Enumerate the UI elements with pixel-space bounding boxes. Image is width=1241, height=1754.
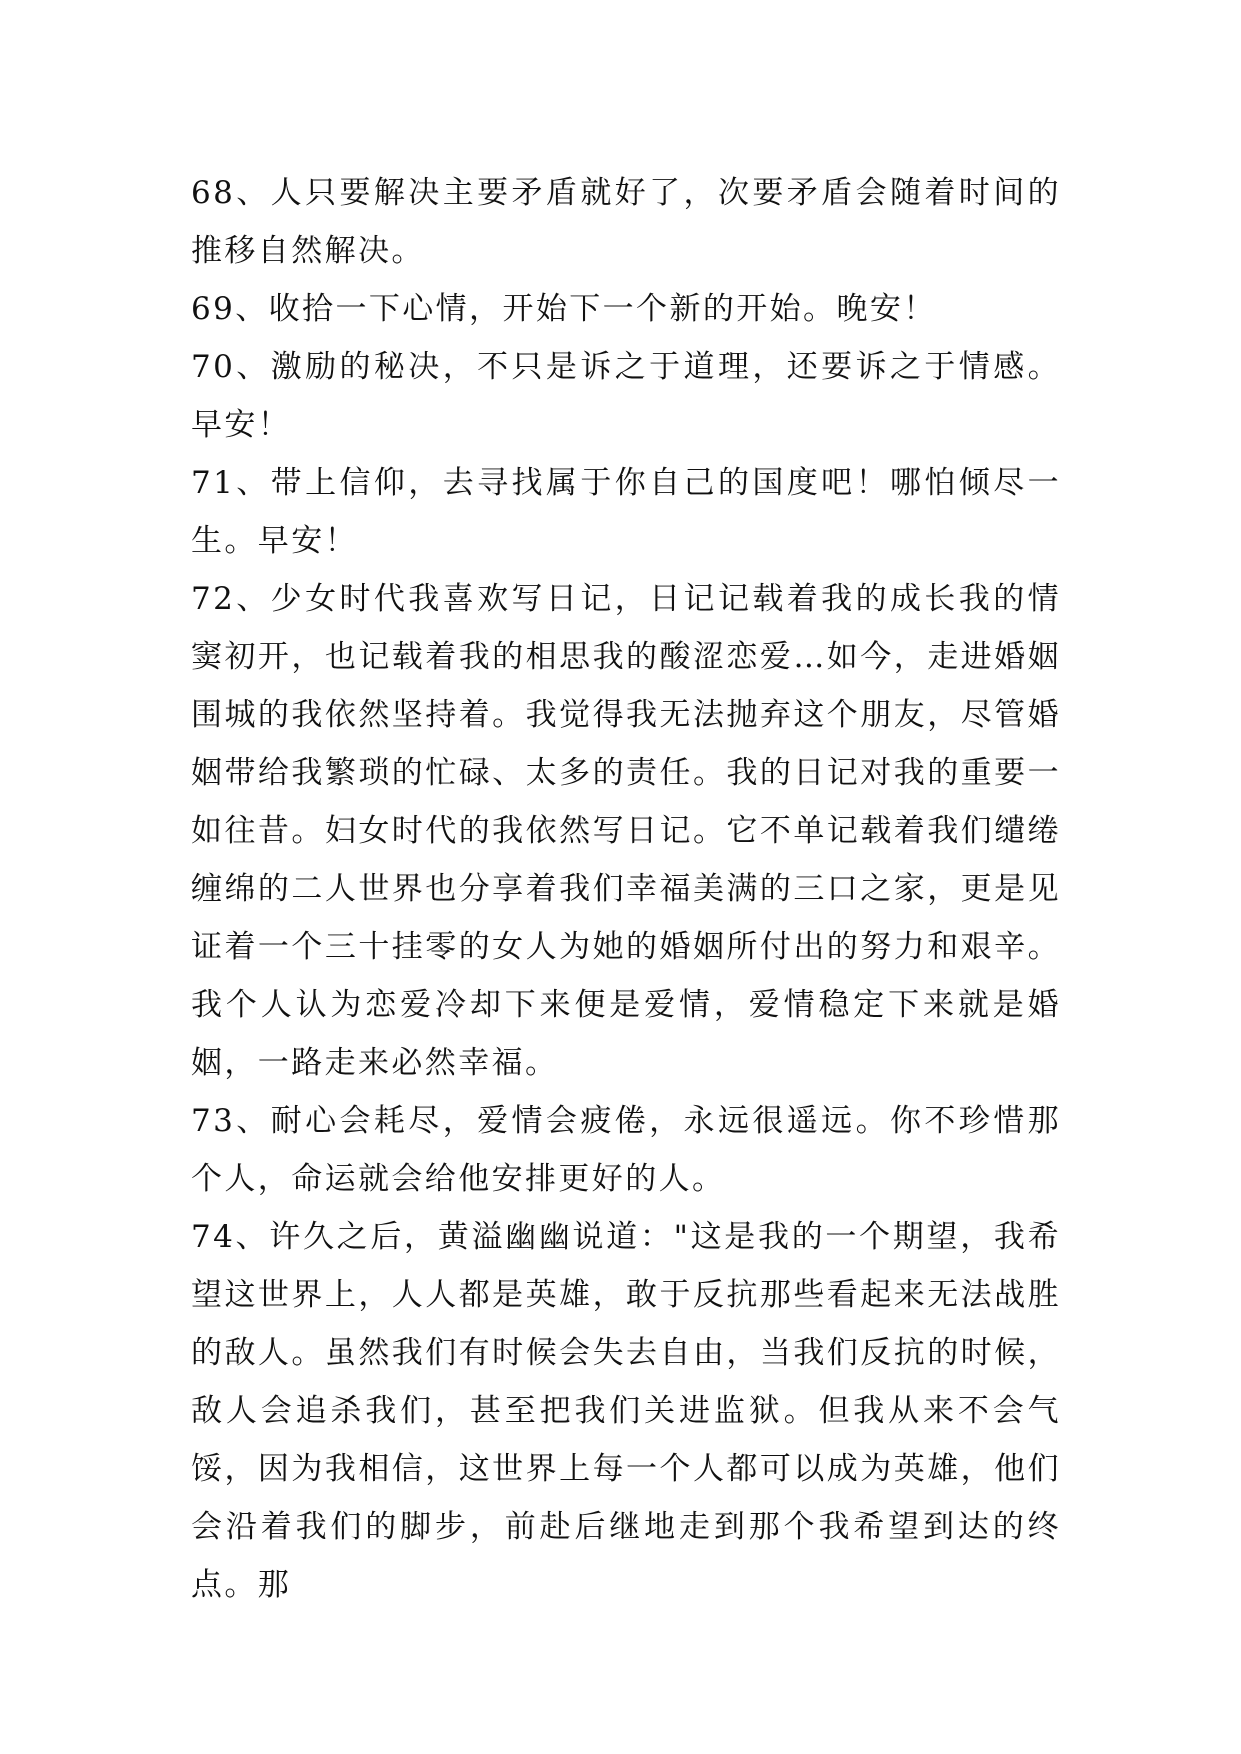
paragraph-70: 70、激励的秘决，不只是诉之于道理，还要诉之于情感。早安！ xyxy=(191,349,1061,443)
paragraph-72: 72、少女时代我喜欢写日记，日记记载着我的成长我的情窦初开，也记载着我的相思我的酸涩恋爱…如今，走进婚姻围城的我依然坚持着。我觉得我无法抛弃这个朋友，尽管婚姻带给我繁琐的忙碌、太多的责任。我的日记对我的重要一如往昔。妇女时代的我依然写日记。它不单记载着我们缱绻缠绵的二人世界也分享着我们幸福美满的三口之家，更是见证着一个三十挂零的女人为她的婚姻所付出的努力和艰辛。我个人认为恋爱冷却下来便是爱情，爱情稳定下来就是婚姻，一路走来必然幸福。 xyxy=(191,581,1061,1081)
paragraph-74: 74、许久之后，黄溢幽幽说道："这是我的一个期望，我希望这世界上，人人都是英雄，敢于反抗那些看起来无法战胜的敌人。虽然我们有时候会失去自由，当我们反抗的时候，敌人会追杀我们，甚至把我们关进监狱。但我从来不会气馁，因为我相信，这世界上每一个人都可以成为英雄，他们会沿着我们的脚步，前赴后继地走到那个我希望到达的终点。那 xyxy=(191,1219,1061,1603)
paragraph-69: 69、收拾一下心情，开始下一个新的开始。晚安！ xyxy=(191,291,937,327)
paragraph-73: 73、耐心会耗尽，爱情会疲倦，永远很遥远。你不珍惜那个人，命运就会给他安排更好的人。 xyxy=(191,1103,1061,1197)
paragraph-71: 71、带上信仰，去寻找属于你自己的国度吧！哪怕倾尽一生。早安！ xyxy=(191,465,1061,559)
paragraph-68: 68、人只要解决主要矛盾就好了，次要矛盾会随着时间的推移自然解决。 xyxy=(191,175,1061,269)
document-body xyxy=(191,164,1061,1614)
